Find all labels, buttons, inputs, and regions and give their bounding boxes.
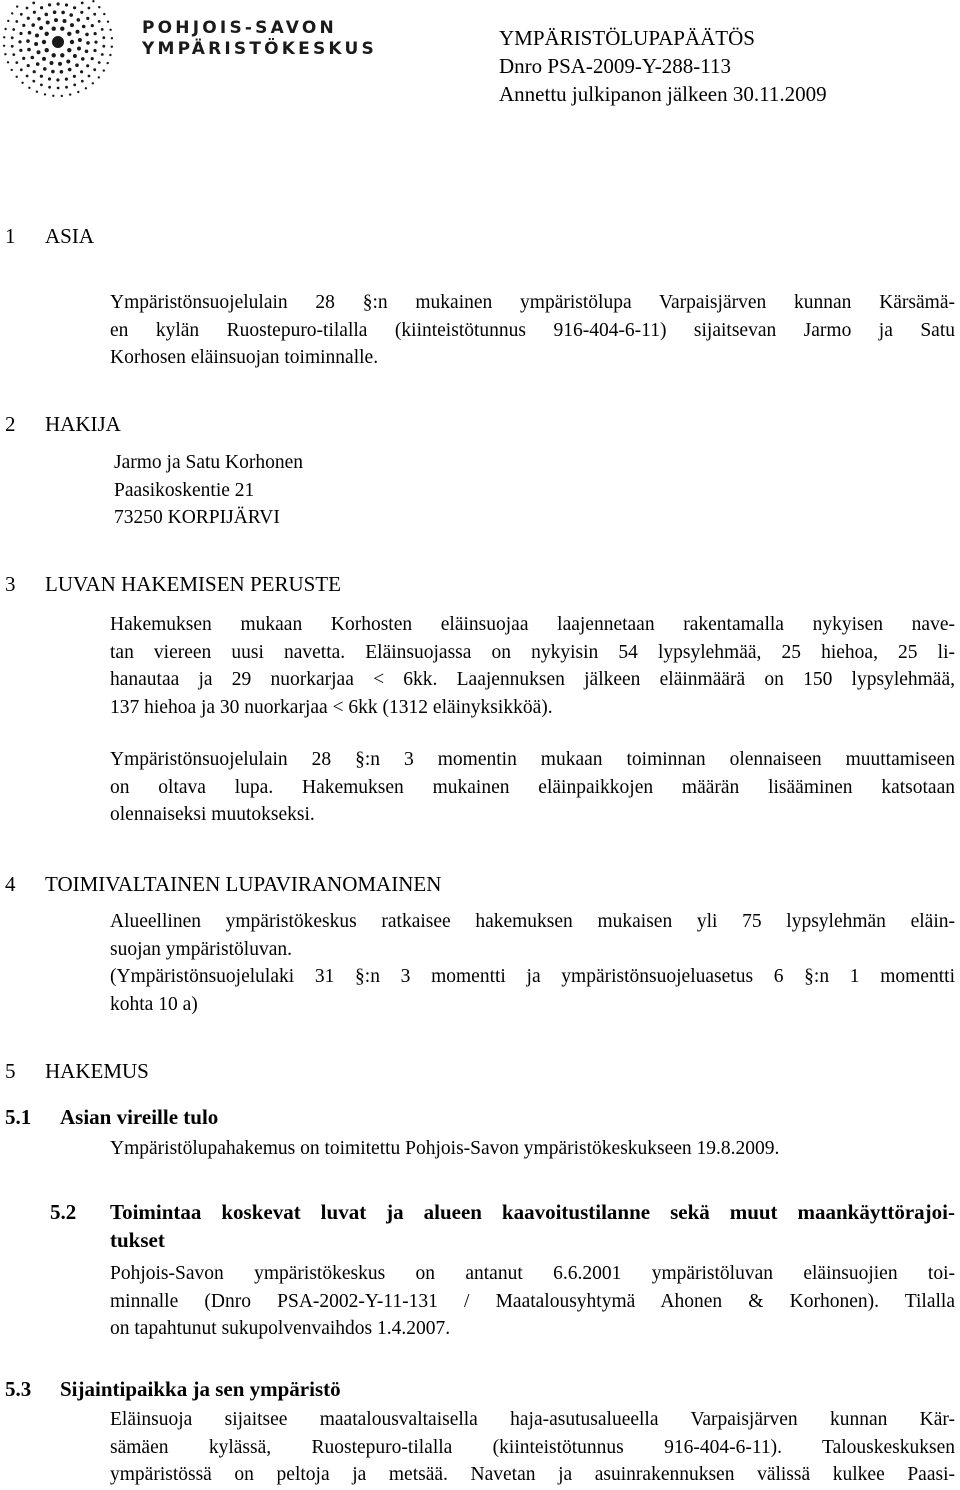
logo-dot (7, 20, 9, 22)
logo-dot (66, 60, 70, 64)
section-number: 2 (5, 412, 16, 436)
logo-dot (26, 75, 29, 78)
logo-dot (20, 13, 23, 16)
subsection-number: 5.1 (5, 1105, 32, 1129)
logo-dot (73, 84, 76, 87)
logo-dot (67, 48, 71, 52)
section-number: 1 (5, 224, 16, 248)
text-line: 137 hiehoa ja 30 nuorkarjaa < 6kk (1312 eläinyksikköä). (110, 696, 553, 718)
logo-dot (85, 87, 87, 89)
logo-dot (26, 7, 29, 10)
section-3-body-1 (110, 611, 955, 721)
text-line: Eläinsuoja sijaitsee maatalousvaltaisella haja-asutusalueella Varpaisjärven kunnan Kär- (110, 1409, 955, 1430)
logo-dot (52, 95, 54, 97)
text-line: sämäen kylässä, Ruostepuro-tilalla (kiinteistötunnus 916-404-6-11). Talouskeskuksen (110, 1436, 955, 1458)
logo-line-1: POHJOIS-SAVON (142, 18, 337, 38)
logo-dot (88, 75, 91, 78)
logo-dot (111, 46, 113, 48)
logo-dot (34, 42, 38, 46)
logo-dot (16, 5, 18, 7)
logo-dot (88, 7, 91, 10)
logo-dot (98, 20, 101, 23)
logo-dot (36, 62, 40, 66)
text-line: minnalle (Dnro PSA-2002-Y-11-131 / Maatalousyhtymä Ahonen & Korhonen). Tilalla (110, 1290, 955, 1312)
text-line: (Ympäristönsuojelulaki 31 §:n 3 momentti ja ympäristönsuojeluasetus 6 §:n 1 momentti (110, 966, 955, 987)
logo-dot (65, 86, 68, 89)
logo-dot (11, 12, 13, 14)
logo-dot (98, 61, 101, 64)
logo-dot (98, 76, 100, 78)
subsection-5-1-body (110, 1135, 955, 1163)
logo-dot (19, 32, 22, 35)
logo-dot (101, 28, 104, 31)
logo-dot (31, 56, 35, 60)
subsection-title: Sijaintipaikka ja sen ympäristö (60, 1377, 341, 1401)
logo-dot (75, 63, 79, 67)
logo-dot (77, 18, 81, 22)
logo-dot (78, 38, 82, 42)
section-number: 4 (5, 872, 16, 896)
logo-dot (92, 0, 94, 2)
logo-dot (65, 78, 68, 81)
issue-date: Annettu julkipanon jälkeen 30.11.2009 (499, 82, 827, 106)
logo-dot (43, 67, 47, 71)
text-line: Pohjois-Savon ympäristökeskus on antanut 6.6.2001 ympäristöluvan eläinsuojien toi- (110, 1263, 955, 1284)
logo-dot (40, 84, 43, 87)
section-title: HAKEMUS (45, 1059, 149, 1083)
logo-dot (85, 33, 89, 37)
logo-dot (73, 54, 77, 58)
document-number: Dnro PSA-2009-Y-288-113 (499, 54, 731, 78)
logo-dot (48, 3, 51, 6)
applicant-address (114, 449, 959, 532)
logo-center-dot (52, 36, 64, 48)
text-line: hanautaa ja 29 nuorkarjaa < 6kk. Laajennuksen jälkeen eläinmäärä on 150 lypsylehmää, (110, 669, 955, 690)
applicant-street: Paasikoskentie 21 (114, 479, 255, 501)
logo-dot (45, 13, 49, 17)
subsection-title-line-2: tukset (110, 1228, 165, 1252)
logo-dot (11, 69, 13, 71)
document-type: YMPÄRISTÖLUPAPÄÄTÖS (499, 26, 755, 50)
logo-dot (39, 26, 43, 30)
logo-dot (103, 13, 105, 15)
logo-dot (22, 24, 25, 27)
logo-dot (3, 36, 5, 38)
logo-dot (37, 50, 41, 54)
logo-dot (69, 13, 73, 17)
subsection-number: 5.3 (5, 1377, 32, 1401)
logo-dot (111, 37, 113, 39)
logo-dot (57, 2, 60, 5)
text-line: Korhosen eläinsuojan toiminnalle. (110, 347, 379, 368)
logo-dot (42, 40, 46, 44)
logo-line-2: YMPÄRISTÖKESKUS (142, 39, 377, 59)
logo-dot (33, 70, 36, 73)
text-line: suojan ympäristöluvan. (110, 938, 292, 960)
text-line: en kylän Ruostepuro-tilalla (kiinteistötunnus 916-404-6-11) sijaitsevan Jarmo ja Satu (110, 319, 955, 341)
logo-dot (28, 31, 32, 35)
logo-dot (58, 62, 62, 66)
logo-dot (21, 82, 23, 84)
logo-dot (28, 87, 30, 89)
logo-dot (86, 17, 89, 20)
logo-dot (98, 6, 100, 8)
subsection-number: 5.2 (50, 1200, 77, 1224)
subsection-title: Asian vireille tulo (60, 1105, 219, 1129)
section-number: 3 (5, 572, 16, 596)
logo-dot (50, 61, 54, 65)
logo-dot (69, 93, 71, 95)
logo-dot (11, 36, 14, 39)
logo-dot (36, 91, 38, 93)
text-line: kohta 10 a) (110, 993, 198, 1015)
logo-dot (65, 3, 68, 6)
logo-dot (67, 32, 71, 36)
text-line: tan viereen uusi navetta. Eläinsuojassa on nykyisin 54 lypsylehmää, 25 hiehoa, 25 li- (110, 641, 955, 663)
text-line: Hakemuksen mukaan Korhosten eläinsuojaa laajennetaan rakentamalla nykyisen nave- (110, 614, 955, 635)
logo-dot (93, 13, 96, 16)
logo-dot (33, 11, 36, 14)
logo-dot (82, 25, 86, 29)
logo-dot (70, 23, 74, 27)
logo-dot (15, 61, 18, 64)
logo-dot (45, 48, 49, 52)
logo-dot (26, 39, 30, 43)
logo-dot (40, 75, 43, 78)
subsection-title-line-1: Toimintaa koskevat luvat ja alueen kaavoitustilanne sekä muut maankäyttörajoi- (110, 1200, 955, 1224)
logo-dot (31, 23, 35, 27)
logo-dot (92, 82, 94, 84)
section-1-body (110, 289, 955, 372)
logo-dot (53, 10, 57, 14)
applicant-postal: 73250 KORPIJÄRVI (114, 507, 280, 528)
applicant-name: Jarmo ja Satu Korhonen (114, 452, 304, 473)
logo-dot (107, 62, 109, 64)
logo-dot (76, 30, 80, 34)
section-3-body-2 (110, 746, 955, 829)
logo-dot (22, 57, 25, 60)
logo-dot (81, 80, 84, 83)
logo-dot (93, 68, 96, 71)
logo-dot (91, 24, 94, 27)
logo-dot (52, 53, 56, 57)
logo-dot (91, 57, 94, 60)
logo-dot (86, 64, 89, 67)
logo-dot (103, 69, 105, 71)
logo-dot (93, 49, 96, 52)
logo-dot (60, 70, 64, 74)
logo-dot (102, 45, 105, 48)
logo-dot (63, 19, 67, 23)
text-line: on oltava lupa. Hakemuksen mukainen eläinpaikkojen määrän lisääminen katsotaan (110, 776, 955, 798)
section-title: HAKIJA (45, 412, 121, 436)
logo-dot (45, 32, 49, 36)
logo-dot (94, 41, 97, 44)
logo-dot (20, 68, 23, 71)
logo-dot (68, 68, 72, 72)
logo-dot (107, 21, 109, 23)
text-line: Alueellinen ympäristökeskus ratkaisee hakemuksen mukaisen yli 75 lypsylehmän eläin- (110, 911, 955, 932)
logo-dot (12, 53, 15, 56)
logo-dot (3, 45, 5, 47)
logo-dot (57, 87, 60, 90)
logo-dot (51, 70, 55, 74)
logo-dot (19, 49, 22, 52)
text-line: Ympäristölupahakemus on toimitettu Pohjois-Savon ympäristökeskukseen 19.8.2009. (110, 1138, 780, 1159)
logo-dot (15, 20, 18, 23)
logo-dot (27, 17, 30, 20)
section-title: LUVAN HAKEMISEN PERUSTE (45, 572, 341, 596)
logo-dot (77, 47, 81, 51)
text-line: olennaiseksi muutokseksi. (110, 804, 315, 825)
logo-dot (109, 54, 111, 56)
logo-dot (70, 40, 74, 44)
logo-dot (48, 86, 51, 89)
logo-dot (56, 78, 59, 81)
logo-dot (32, 80, 35, 83)
logo-dot (60, 53, 64, 57)
section-number: 5 (5, 1059, 16, 1083)
logo-dot (35, 34, 39, 38)
logo-dot (54, 18, 58, 22)
logo-dot (85, 50, 89, 54)
logo-dot (81, 57, 85, 61)
logo-dot (44, 93, 46, 95)
logo-dot (4, 53, 6, 55)
section-4-body (110, 908, 955, 1018)
logo-dot (12, 28, 15, 31)
logo-dot (102, 36, 105, 39)
logo-dot (60, 27, 64, 31)
logo-dot (16, 76, 18, 78)
section-title: TOIMIVALTAINEN LUPAVIRANOMAINEN (45, 872, 442, 896)
logo-dot (4, 28, 6, 30)
logo-dot (27, 48, 31, 52)
logo-dot (81, 2, 84, 5)
logo-dot (40, 6, 43, 9)
logo-dot (77, 91, 79, 93)
logo-dot (18, 40, 21, 43)
logo-dot (61, 11, 65, 15)
logo-dot (46, 21, 50, 25)
logo-dot (32, 2, 35, 5)
logo-dot (42, 57, 46, 61)
logo-dot (80, 11, 83, 14)
section-title: ASIA (45, 224, 95, 248)
logo-dot (7, 61, 9, 63)
logo-dot (27, 64, 30, 67)
logo-dot (61, 95, 63, 97)
logo-dot (48, 77, 51, 80)
logo-dot (37, 17, 41, 21)
logo-dot (11, 45, 14, 48)
subsection-5-2-body (110, 1260, 955, 1343)
text-line: on tapahtunut sukupolvenvaihdos 1.4.2007. (110, 1318, 451, 1339)
subsection-5-3-body (110, 1406, 955, 1489)
logo-dot (73, 6, 76, 9)
text-line: Ympäristönsuojelulain 28 §:n mukainen ympäristölupa Varpaisjärven kunnan Kärsämä- (110, 292, 955, 313)
dotted-circle-logo-mark (0, 0, 140, 100)
logo-dot (52, 27, 56, 31)
logo-dot (109, 29, 111, 31)
logo-dot (101, 53, 104, 56)
logo-dot (94, 32, 97, 35)
logo-dot (80, 70, 83, 73)
logo-dot (73, 75, 76, 78)
logo-dot (86, 41, 90, 45)
text-line: Ympäristönsuojelulain 28 §:n 3 momentin mukaan toiminnan olennaiseen muuttamiseen (110, 749, 955, 770)
text-line: ympäristössä on peltoja ja metsää. Navetan ja asuinrakennuksen välissä kulkee Paasi- (110, 1464, 955, 1485)
